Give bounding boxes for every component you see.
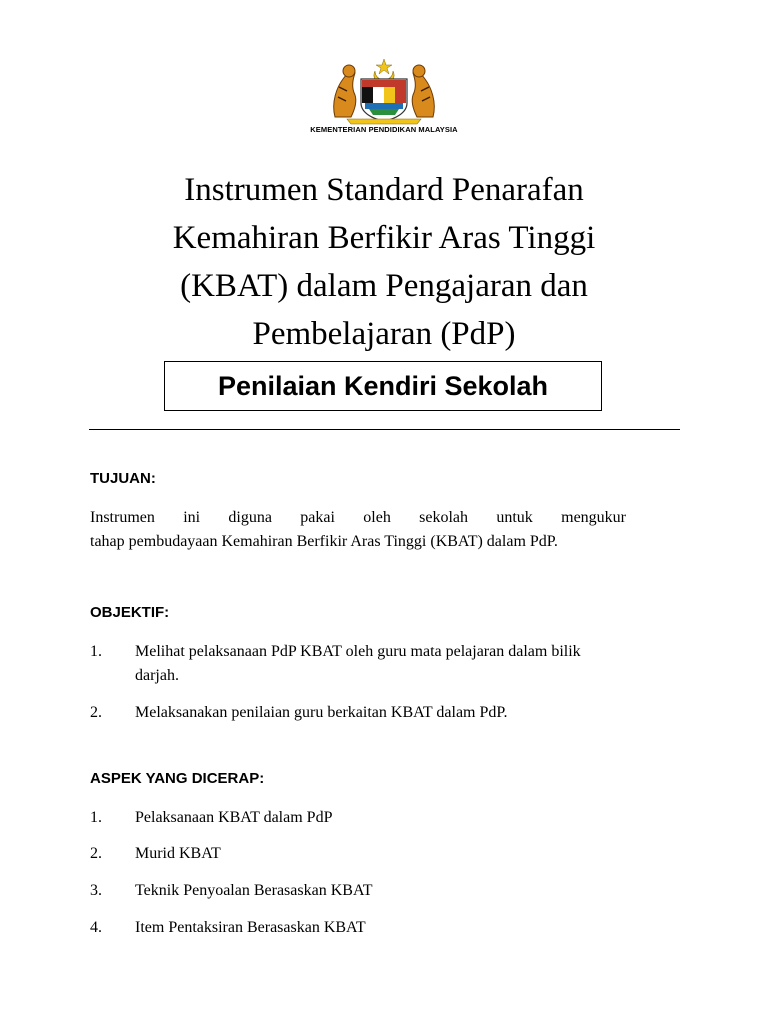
coat-of-arms-logo — [329, 57, 439, 125]
tujuan-line-1: Instrumen ini diguna pakai oleh sekolah untuk mengukur — [90, 509, 626, 526]
list-item — [90, 640, 650, 690]
list-number: 1. — [90, 643, 102, 660]
list-number: 2. — [90, 704, 102, 721]
section-heading-tujuan: TUJUAN: — [90, 470, 156, 487]
list-text — [135, 640, 655, 688]
list-text: Item Pentaksiran Berasaskan KBAT — [135, 919, 366, 936]
list-number: 3. — [90, 882, 102, 899]
list-text-line: Melihat pelaksanaan PdP KBAT oleh guru mata pelajaran dalam bilik — [135, 643, 581, 660]
horizontal-divider — [89, 429, 680, 430]
section-heading-objektif: OBJEKTIF: — [90, 604, 170, 621]
title-line: Pembelajaran (PdP) — [252, 316, 516, 352]
list-text: Melaksanakan penilaian guru berkaitan KBAT dalam PdP. — [135, 704, 508, 721]
list-text: Murid KBAT — [135, 845, 221, 862]
title-line: Kemahiran Berfikir Aras Tinggi — [172, 220, 596, 256]
document-title — [120, 166, 648, 358]
section-heading-aspek: ASPEK YANG DICERAP: — [90, 770, 265, 787]
boxed-subtitle: Penilaian Kendiri Sekolah — [164, 361, 602, 411]
title-line: Instrumen Standard Penarafan — [184, 172, 584, 208]
list-text-line: darjah. — [135, 667, 179, 684]
tujuan-line-2: tahap pembudayaan Kemahiran Berfikir Aras Tinggi (KBAT) dalam PdP. — [90, 533, 558, 550]
list-number: 2. — [90, 845, 102, 862]
ministry-name: KEMENTERIAN PENDIDIKAN MALAYSIA — [310, 125, 458, 134]
list-text: Pelaksanaan KBAT dalam PdP — [135, 809, 333, 826]
list-number: 4. — [90, 919, 102, 936]
list-text: Teknik Penyoalan Berasaskan KBAT — [135, 882, 373, 899]
list-number: 1. — [90, 809, 102, 826]
title-line: (KBAT) dalam Pengajaran dan — [180, 268, 588, 304]
